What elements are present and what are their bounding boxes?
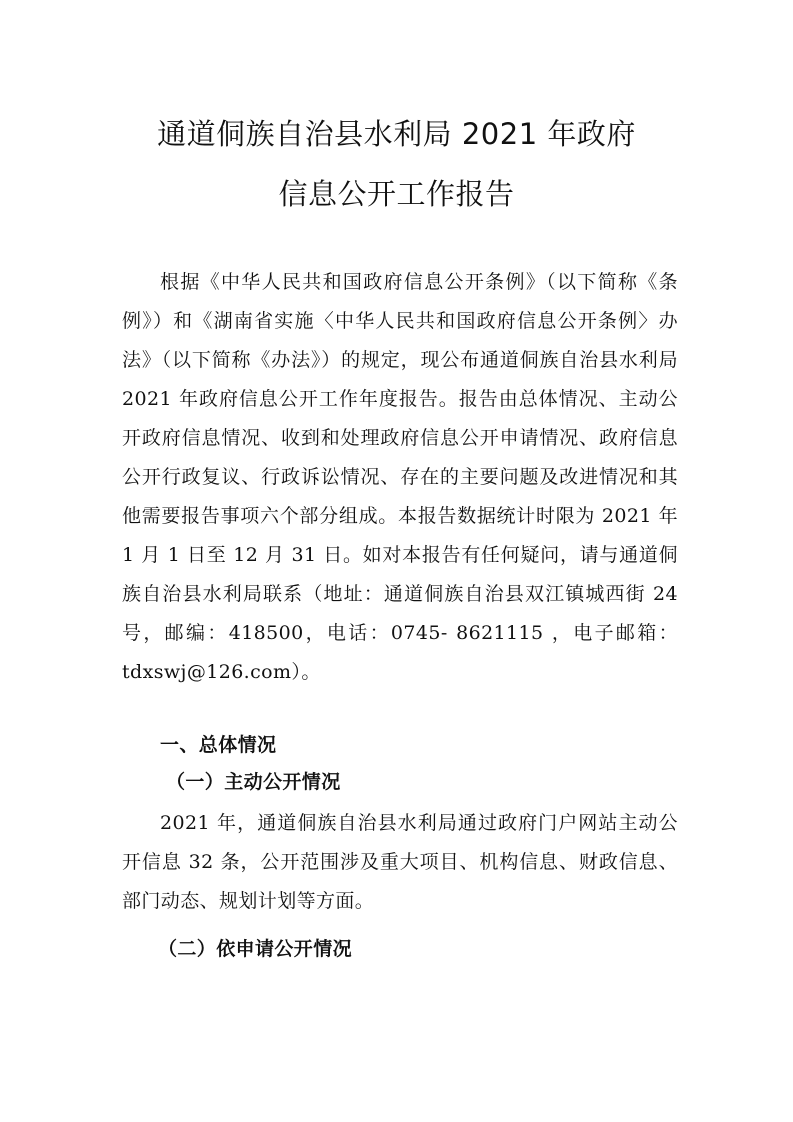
- subsection-heading-request-disclosure: （二）依申请公开情况: [158, 938, 353, 960]
- section-heading-overall: 一、总体情况: [160, 734, 277, 756]
- proactive-disclosure-paragraph: 2021 年，通道侗族自治县水利局通过政府门户网站主动公开信息 32 条，公开范围涉及重大项目、机构信息、财政信息、部门动态、规划计划等方面。: [122, 812, 678, 912]
- report-title-line-2: 信息公开工作报告: [278, 177, 515, 211]
- report-title-line-1: 通道侗族自治县水利局 2021 年政府: [157, 117, 636, 151]
- intro-paragraph: 根据《中华人民共和国政府信息公开条例》（以下简称《条例》）和《湖南省实施〈中华人民共和国政府信息公开条例〉办法》（以下简称《办法》）的规定，现公布通道侗族自治县水利局 2021 年政府信息公开工作年度报告。报告由总体情况、主动公开政府信息情况、收到和处理政府信息公开申请情况、政府信息公开行政复议、行政诉讼情况、存在的主要问题及改进情况和其他需要报告事项六个部分组成。本报告数据统计时限为 2021 年 1 月 1 日至 12 月 31 日。如对本报告有任何疑问，请与通道侗族自治县水利局联系（地址：通道侗族自治县双江镇城西街 24 号，邮编：418500，电话：0745- 8621115 ，电子邮箱：tdxswj@126.com）。: [122, 271, 678, 683]
- subsection-heading-proactive-disclosure: （一）主动公开情况: [166, 771, 341, 793]
